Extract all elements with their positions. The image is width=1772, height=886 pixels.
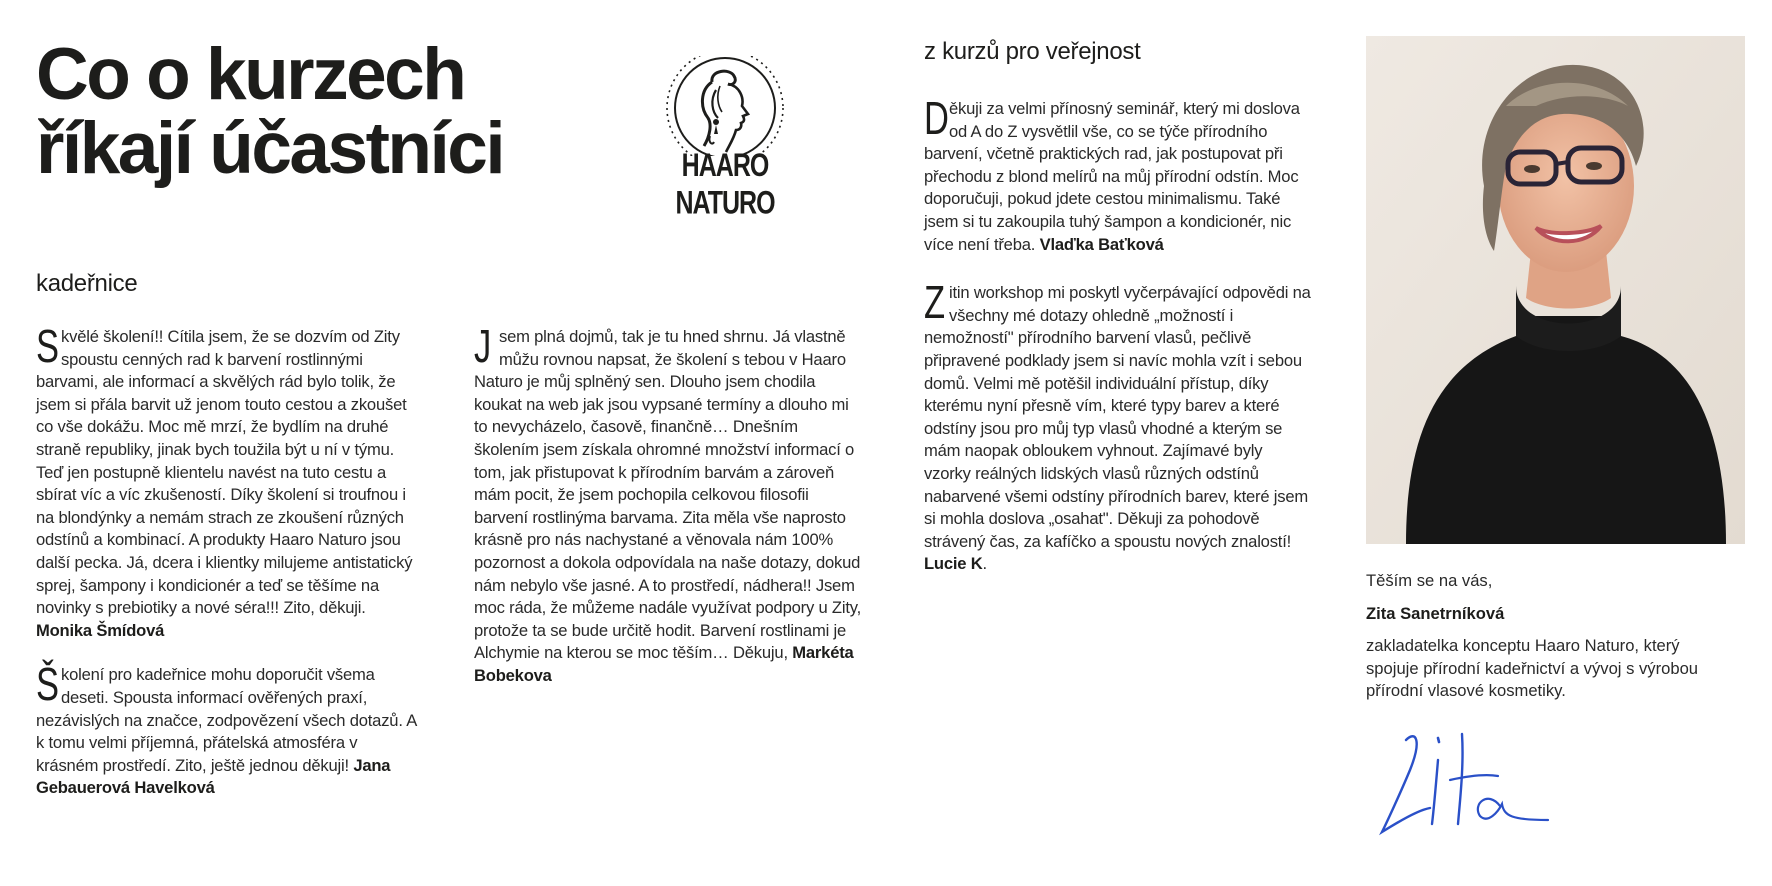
closing-name: Zita Sanetrníková [1366, 603, 1505, 623]
title-line-1: Co o kurzech [36, 34, 465, 115]
testimonial-vladka [924, 92, 1312, 256]
testimonial-lucie [924, 276, 1312, 576]
testimonial-text: sem plná dojmů, tak je tu hned shrnu. Já vlastně můžu rovnou napsat, že školení s tebou v Haaro Naturo je můj splněný sen. Dlouho jsem chodila koukat na web jak jsou vypsané termíny a dlouho mi to nevycházelo, časově, finančně… Dnešním školením jsem získala ohromné množství informací o tom, jak přistupovat k přírodním barvám a zároveň mám pocit, že jsem pochopila celkovou filosofii barvení rostlinýma barvama. Zita měla vše naprosto krásně pro nás nachystané a věnovala nám 100% pozornost a dokola odpovídala na naše dotazy, dokud nám nebylo vše jasné. A to prostředí, nádhera!! Jsem moc ráda, že můžeme nadále využívat podpory u Zity, protože ta se bude určitě hodit. Barvení rostlinami je Alchymie na kterou se moc těším… Děkuju, [474, 327, 862, 663]
testimonial-author: Monika Šmídová [36, 620, 165, 640]
testimonial-author: Lucie K [924, 554, 983, 574]
column-public [924, 92, 1312, 598]
section-label-public: z kurzů pro veřejnost [924, 38, 1141, 65]
portrait-illustration [1366, 36, 1745, 544]
page-title [36, 34, 556, 189]
testimonial-text: kvělé školení!! Cítila jsem, že se dozvím od Zity spoustu cenných rad k barvení rostlinnými barvami, ale informací a skvělých rád bylo tolik, že jsem si přála barvit už jenom touto cestou a zkoušet co vše dokážu. Moc mě mrzí, že bydlím na druhé straně republiky, jinak bych toužila být u ní v týmu. Teď jen postupně klientelu navést na tuto cestu a sbírat víc a víc zkušeností. Díky školení si troufnou i na blondýnky a nemám strach ze zkoušení různých odstínů a kombinací. A produkty Haaro Naturo jsou další pecka. Já, dcera i klientky milujeme antistatický sprej, šampony i kondicionér a teď se těšíme na novinky s prebiotiky a nové séra!!! Zito, děkuji. [36, 327, 413, 618]
logo-wordmark: HAARO NATURO [675, 147, 775, 222]
drop-cap: S [36, 320, 59, 372]
title-line-2: říkají účastníci [36, 108, 504, 189]
woman-profile-icon [650, 56, 800, 156]
testimonial-text: itin workshop mi poskytl vyčerpávající odpovědi na všechny mé dotazy ohledně „možností i nemožností" přírodního barvení vlasů, pečlivě připravené podklady jsem si navíc mohla vzít i sebou domů. Velmi mě potěšil individuální přístup, díky kterému nyní přesně vím, které typy barev a které odstíny jsou pro můj typ vlasů vhodné a kterým se mám naopak obloukem vyhnout. Zajímavé byly vzorky reálných lidských vlasů různých odstínů nabarvené všemi odstíny přírodních barev, které jsem si mohla doslova „osahat". Děkuji za pohodově strávený čas, za kafíčko a spoustu nových znalostí! [924, 283, 1311, 551]
column-hairdressers-1 [36, 320, 420, 822]
testimonial-text: kolení pro kadeřnice mohu doporučit všema deseti. Spousta informací ověřených praxí, nezávislých na značce, zodpovězení všech dotazů. A k tomu velmi příjemná, přátelská atmosféra v krásném prostředí. Zito, ještě jednou děkuji! [36, 665, 417, 775]
testimonial-jana [36, 658, 420, 800]
testimonial-suffix: . [982, 554, 987, 574]
drop-cap: J [474, 320, 492, 372]
drop-cap: Š [36, 658, 59, 711]
drop-cap: D [924, 92, 949, 144]
drop-cap: Z [924, 276, 945, 329]
testimonial-author: Markéta Bobekova [474, 643, 854, 685]
closing-description: zakladatelka konceptu Haaro Naturo, který spojuje přírodní kadeřnictví a vývoj s výrobou přírodní vlasové kosmetiky. [1366, 636, 1699, 701]
column-hairdressers-2 [474, 320, 864, 710]
brand-logo [650, 56, 800, 222]
closing-note [1366, 570, 1706, 713]
section-label-hairdressers: kadeřnice [36, 270, 138, 297]
handwritten-signature [1372, 720, 1572, 840]
testimonial-marketa [474, 320, 864, 688]
testimonial-monika [36, 320, 420, 642]
testimonial-author: Jana Gebauerová Havelková [36, 755, 391, 798]
portrait-photo [1366, 36, 1745, 544]
testimonial-text: ěkuji za velmi přínosný seminář, který mi doslova od A do Z vysvětlil vše, co se týče přírodního barvení, včetně praktických rad, jak postupovat při přechodu z blond melírů na můj přírodní odstín. Moc doporučuji, pokud jdete cestou minimalismu. Také jsem si tu zakoupila tuhý šampon a kondicionér, nic více není třeba. [924, 99, 1300, 254]
testimonial-author: Vlaďka Baťková [1039, 234, 1164, 254]
closing-greeting: Těším se na vás, [1366, 571, 1493, 590]
